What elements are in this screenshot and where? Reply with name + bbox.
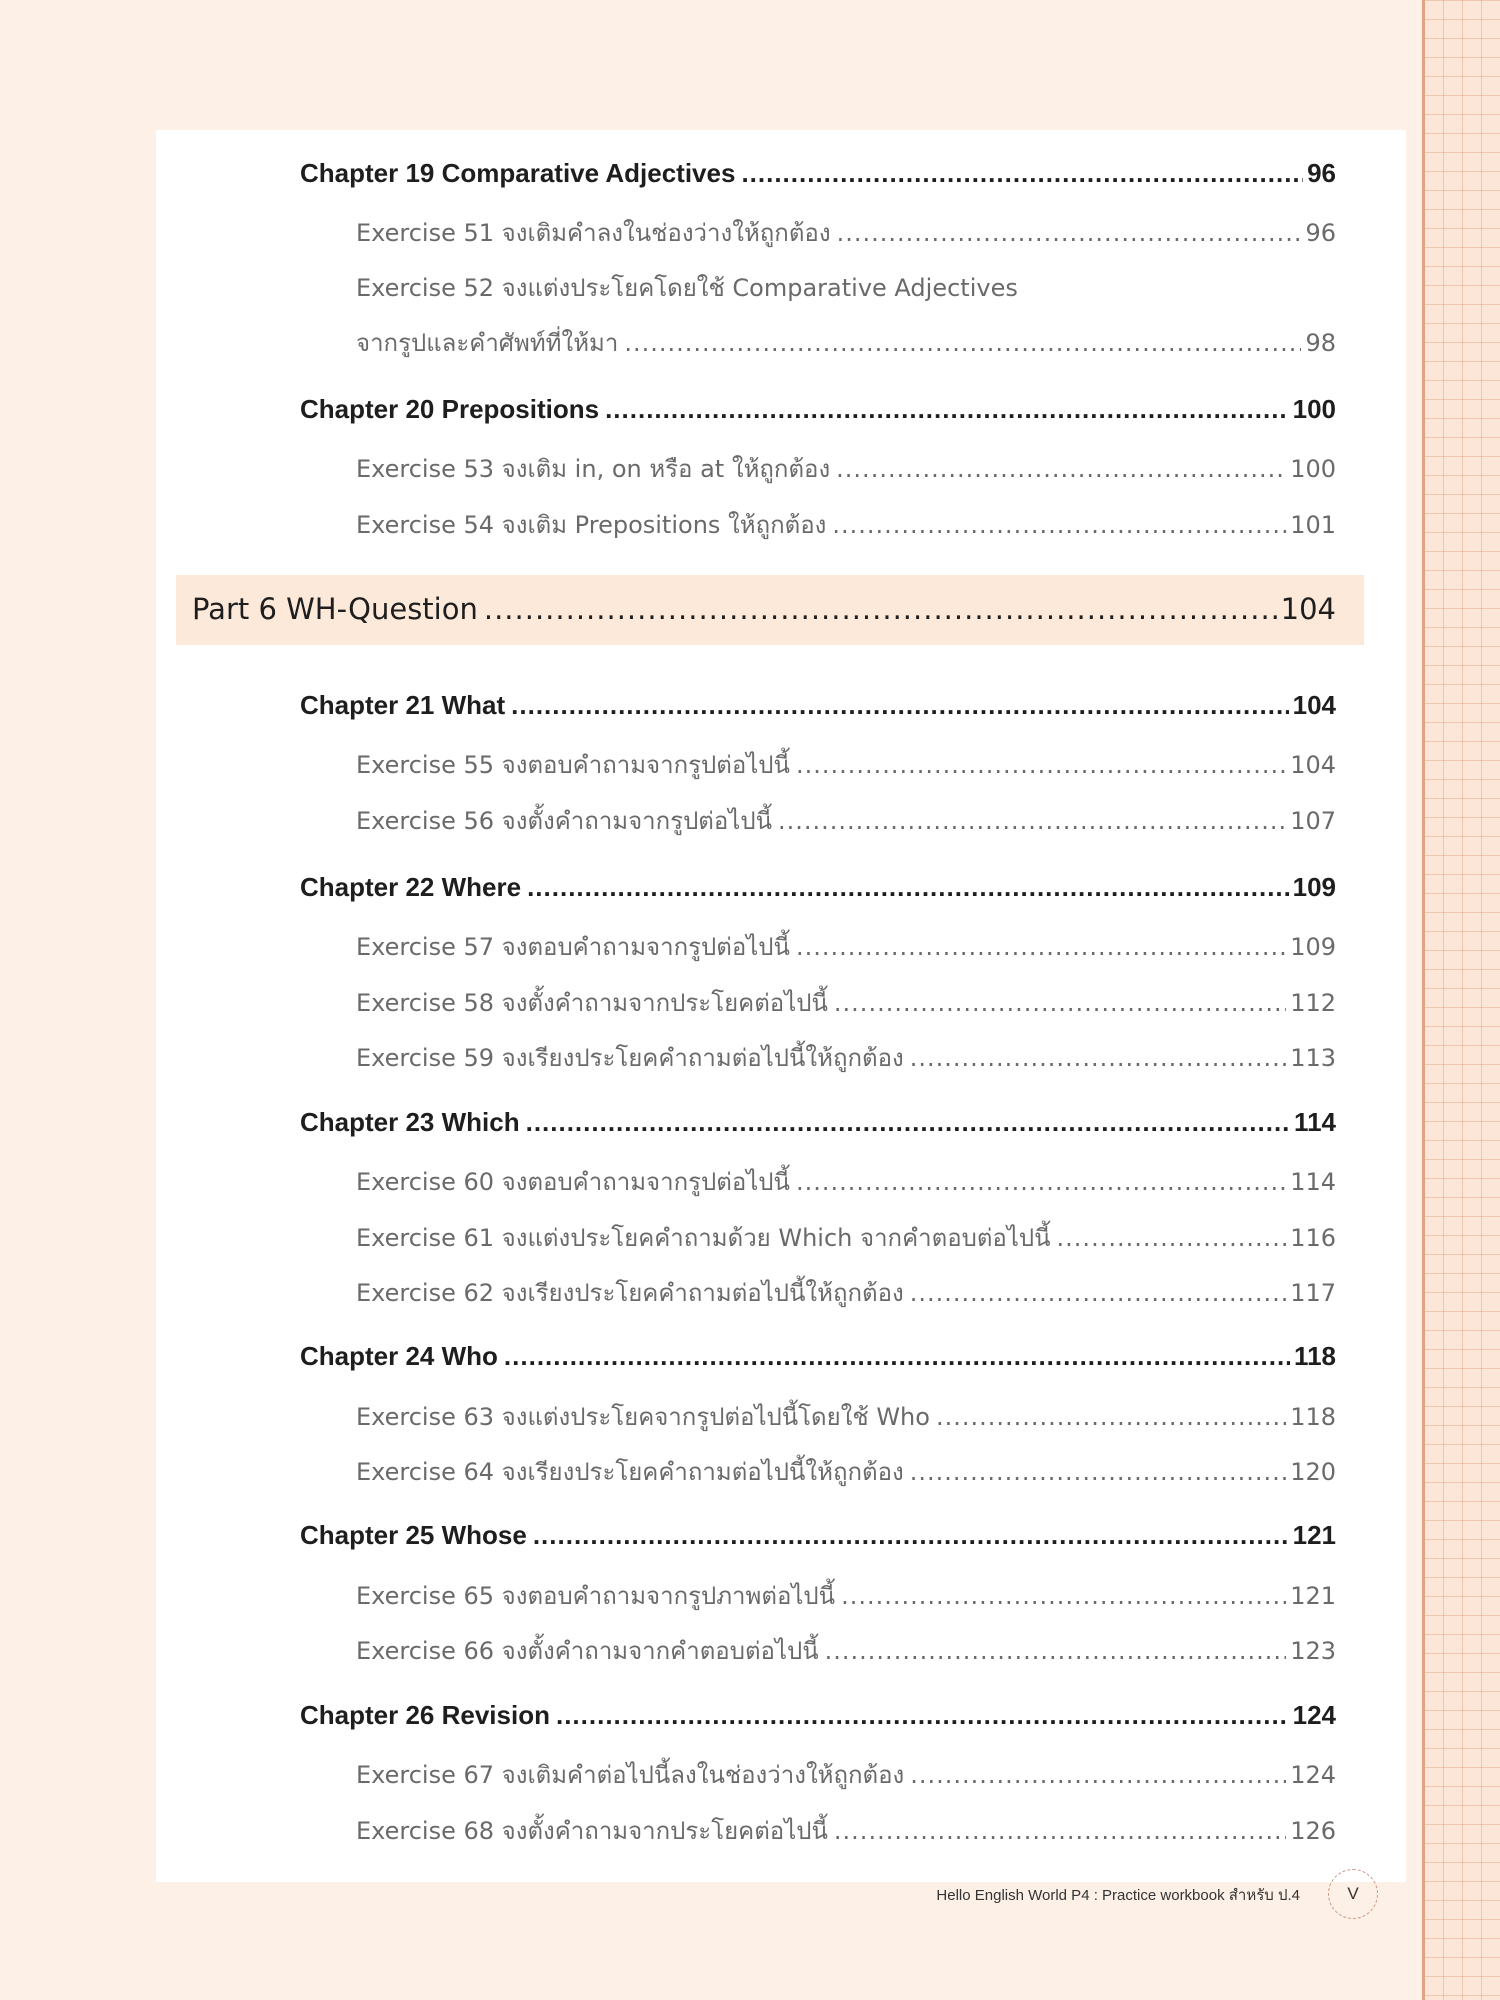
dot-leader — [832, 511, 1286, 539]
dot-leader — [796, 933, 1286, 961]
exercise-title-line-2: จากรูปและคำศัพท์ที่ให้มา — [356, 329, 619, 357]
exercise-page-number: 98 — [1305, 329, 1336, 357]
exercise-title: Exercise 64 จงเรียงประโยคคำถามต่อไปนี้ให้ถูกต้อง — [356, 1458, 904, 1486]
chapter-page-number: 114 — [1294, 1107, 1336, 1137]
exercise-title: Exercise 55 จงตอบคำถามจากรูปต่อไปนี้ — [356, 751, 790, 779]
toc-chapter[interactable] — [300, 1520, 1336, 1551]
exercise-page-number: 113 — [1290, 1044, 1336, 1072]
dot-leader — [556, 1700, 1289, 1731]
exercise-title: Exercise 66 จงตั้งคำถามจากคำตอบต่อไปนี้ — [356, 1637, 819, 1665]
exercise-title: Exercise 57 จงตอบคำถามจากรูปต่อไปนี้ — [356, 933, 790, 961]
dot-leader — [910, 1761, 1286, 1789]
chapter-page-number: 121 — [1292, 1520, 1336, 1550]
toc-exercise[interactable] — [356, 1576, 1336, 1615]
exercise-title: Exercise 67 จงเติมคำต่อไปนี้ลงในช่องว่างให้ถูกต้อง — [356, 1761, 905, 1789]
exercise-title: Exercise 60 จงตอบคำถามจากรูปต่อไปนี้ — [356, 1168, 790, 1196]
dot-leader — [504, 1341, 1290, 1372]
exercise-title: Exercise 59 จงเรียงประโยคคำถามต่อไปนี้ให้ถูกต้อง — [356, 1044, 904, 1072]
chapter-page-number: 104 — [1292, 690, 1336, 720]
chapter-title: Chapter 23 Which — [300, 1107, 520, 1137]
chapter-title: Chapter 25 Whose — [300, 1520, 527, 1550]
toc-exercise[interactable] — [356, 745, 1336, 784]
toc-exercise[interactable] — [356, 801, 1336, 840]
chapter-page-number: 118 — [1294, 1341, 1336, 1371]
page-number-badge — [1328, 1869, 1378, 1919]
toc-chapter[interactable] — [300, 158, 1336, 189]
exercise-title: Exercise 56 จงตั้งคำถามจากรูปต่อไปนี้ — [356, 807, 773, 835]
chapter-page-number: 124 — [1292, 1700, 1336, 1730]
dot-leader — [484, 592, 1277, 626]
dot-leader — [836, 455, 1286, 483]
exercise-title: Exercise 62 จงเรียงประโยคคำถามต่อไปนี้ให้ถูกต้อง — [356, 1279, 904, 1307]
exercise-page-number: 118 — [1290, 1403, 1336, 1431]
dot-leader — [910, 1458, 1286, 1486]
exercise-title: Exercise 53 จงเติม in, on หรือ at ให้ถูกต้อง — [356, 455, 831, 483]
chapter-page-number: 109 — [1292, 872, 1336, 902]
dot-leader — [910, 1044, 1286, 1072]
dot-leader — [841, 1582, 1286, 1610]
dot-leader — [910, 1279, 1286, 1307]
toc-exercise[interactable] — [356, 927, 1336, 966]
dot-leader — [778, 807, 1286, 835]
part-page-number: 104 — [1280, 592, 1336, 626]
toc-exercise[interactable] — [356, 323, 1336, 362]
chapter-title: Chapter 26 Revision — [300, 1700, 550, 1730]
graph-paper-margin — [1424, 0, 1500, 2000]
chapter-page-number: 96 — [1307, 158, 1336, 188]
exercise-title-line-1[interactable]: Exercise 52 จงแต่งประโยคโดยใช้ Comparative Adjectives — [356, 274, 1018, 302]
dot-leader — [796, 1168, 1286, 1196]
dot-leader — [936, 1403, 1286, 1431]
dot-leader — [741, 158, 1303, 189]
toc-exercise[interactable] — [356, 1038, 1336, 1077]
toc-exercise[interactable] — [356, 1755, 1336, 1794]
toc-chapter[interactable] — [300, 394, 1336, 425]
exercise-title: Exercise 51 จงเติมคำลงในช่องว่างให้ถูกต้อง — [356, 219, 831, 247]
dot-leader — [605, 394, 1289, 425]
exercise-title: Exercise 68 จงตั้งคำถามจากประโยคต่อไปนี้ — [356, 1817, 828, 1845]
footer-book-title: Hello English World P4 : Practice workbook สำหรับ ป.4 — [936, 1887, 1300, 1904]
toc-part[interactable] — [192, 592, 1336, 626]
toc-exercise[interactable] — [356, 213, 1336, 252]
chapter-title: Chapter 19 Comparative Adjectives — [300, 158, 736, 188]
exercise-page-number: 112 — [1290, 989, 1336, 1017]
exercise-page-number: 121 — [1290, 1582, 1336, 1610]
dot-leader — [511, 690, 1288, 721]
dot-leader — [834, 989, 1286, 1017]
exercise-page-number: 120 — [1290, 1458, 1336, 1486]
toc-exercise[interactable] — [356, 983, 1336, 1022]
exercise-title: Exercise 65 จงตอบคำถามจากรูปภาพต่อไปนี้ — [356, 1582, 836, 1610]
toc-chapter[interactable] — [300, 1700, 1336, 1731]
exercise-page-number: 104 — [1290, 751, 1336, 779]
exercise-page-number: 100 — [1290, 455, 1336, 483]
margin-edge-line — [1422, 0, 1425, 2000]
chapter-page-number: 100 — [1292, 394, 1336, 424]
exercise-page-number: 126 — [1290, 1817, 1336, 1845]
chapter-title: Chapter 22 Where — [300, 872, 522, 902]
toc-exercise[interactable] — [356, 1273, 1336, 1312]
dot-leader — [834, 1817, 1286, 1845]
exercise-page-number: 101 — [1290, 511, 1336, 539]
exercise-page-number: 124 — [1290, 1761, 1336, 1789]
chapter-title: Chapter 20 Prepositions — [300, 394, 600, 424]
exercise-page-number: 116 — [1290, 1224, 1336, 1252]
exercise-title: Exercise 63 จงแต่งประโยคจากรูปต่อไปนี้โดยใช้ Who — [356, 1403, 930, 1431]
toc-chapter[interactable] — [300, 872, 1336, 903]
dot-leader — [526, 1107, 1290, 1138]
toc-chapter[interactable] — [300, 690, 1336, 721]
dot-leader — [796, 751, 1286, 779]
exercise-page-number: 107 — [1290, 807, 1336, 835]
exercise-title: Exercise 54 จงเติม Prepositions ให้ถูกต้อง — [356, 511, 827, 539]
toc-exercise[interactable] — [356, 1218, 1336, 1257]
toc-exercise[interactable] — [356, 449, 1336, 488]
dot-leader — [533, 1520, 1289, 1551]
exercise-page-number: 109 — [1290, 933, 1336, 961]
page-number: V — [1347, 1884, 1359, 1903]
dot-leader — [624, 329, 1301, 357]
exercise-page-number: 114 — [1290, 1168, 1336, 1196]
toc-exercise[interactable] — [356, 1811, 1336, 1850]
dot-leader — [1057, 1224, 1287, 1252]
toc-exercise[interactable] — [356, 1452, 1336, 1491]
toc-chapter[interactable] — [300, 1341, 1336, 1372]
toc-exercise[interactable] — [356, 1631, 1336, 1670]
exercise-title: Exercise 58 จงตั้งคำถามจากประโยคต่อไปนี้ — [356, 989, 828, 1017]
chapter-title: Chapter 24 Who — [300, 1341, 498, 1371]
part-title: Part 6 WH-Question — [192, 592, 478, 626]
toc-exercise[interactable] — [356, 1397, 1336, 1436]
dot-leader — [837, 219, 1302, 247]
exercise-page-number: 96 — [1305, 219, 1336, 247]
exercise-page-number: 123 — [1290, 1637, 1336, 1665]
toc-chapter[interactable] — [300, 1107, 1336, 1138]
chapter-title: Chapter 21 What — [300, 690, 506, 720]
dot-leader — [825, 1637, 1287, 1665]
dot-leader — [527, 872, 1289, 903]
toc-exercise[interactable] — [356, 505, 1336, 544]
toc-exercise[interactable] — [356, 1162, 1336, 1201]
exercise-title: Exercise 61 จงแต่งประโยคคำถามด้วย Which จากคำตอบต่อไปนี้ — [356, 1224, 1051, 1252]
exercise-page-number: 117 — [1290, 1279, 1336, 1307]
